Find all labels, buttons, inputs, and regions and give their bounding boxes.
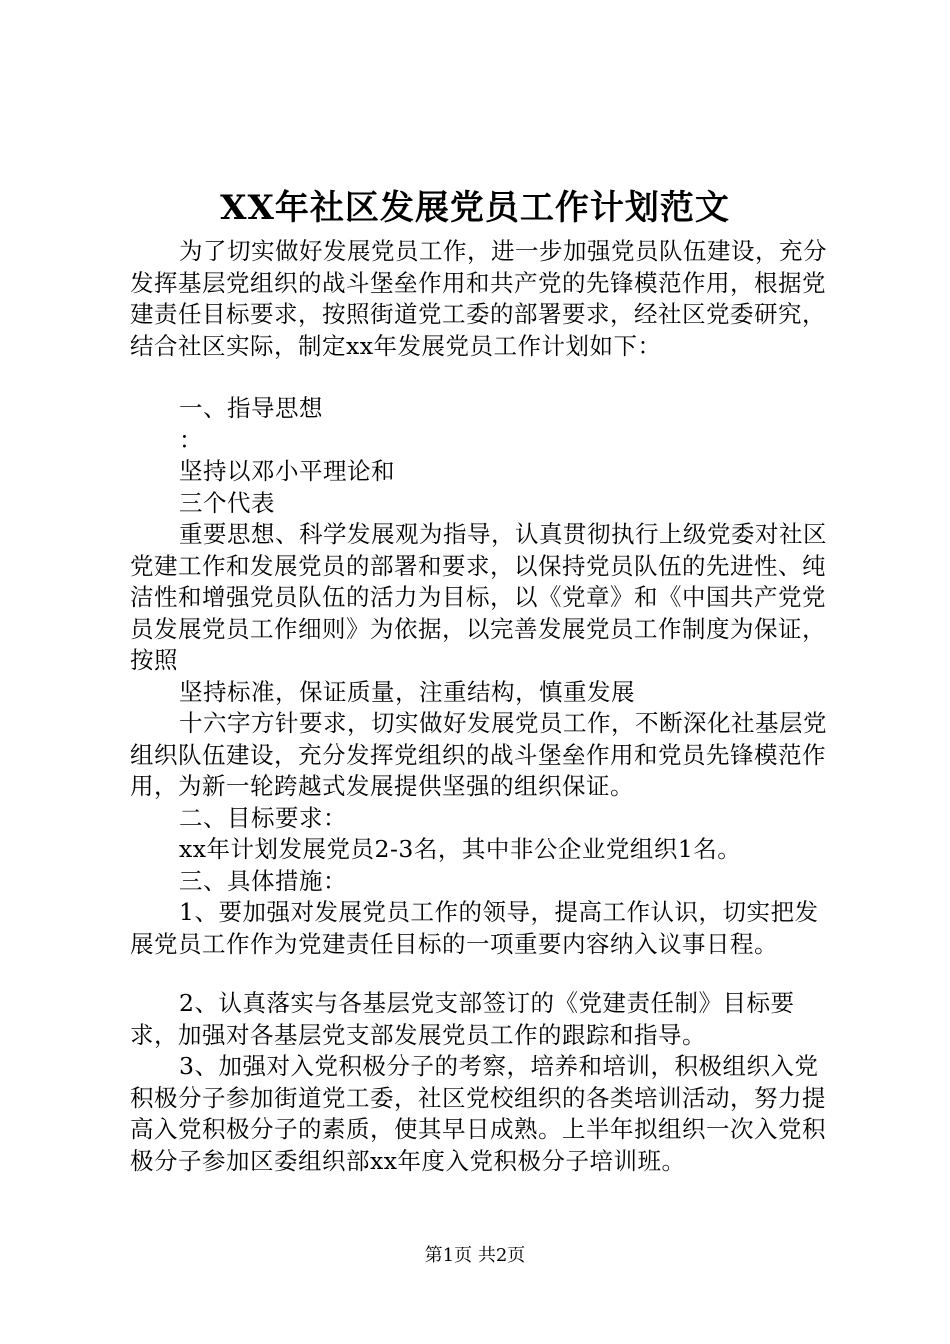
intro-paragraph: 为了切实做好发展党员工作，进一步加强党员队伍建设，充分发挥基层党组织的战斗堡垒作用和共产党的先锋模范作用，根据党建责任目标要求，按照街道党工委的部署要求，经社区党委研究，结合社区实际，制定xx年发展党员工作计划如下：: [130, 237, 827, 360]
document-title: XX年社区发展党员工作计划范文: [220, 188, 730, 228]
section-heading-measures: 三、具体措施：: [179, 866, 347, 895]
measure-3-paragraph: 3、加强对入党积极分子的考察，培养和培训，积极组织入党积极分子参加街道党工委，社区党校组织的各类培训活动，努力提高入党积极分子的素质，使其早日成熟。上半年拟组织一次入党积极分子参加区委组织部xx年度入党积极分子培训班。: [130, 1052, 826, 1175]
page-footer: 第1页 共2页: [424, 1245, 526, 1266]
guiding-principle-line: 坚持标准，保证质量，注重结构，慎重发展: [179, 677, 635, 706]
measure-1-paragraph: 1、要加强对发展党员工作的领导，提高工作认识，切实把发展党员工作作为党建责任目标的一项重要内容纳入议事日程。: [130, 898, 819, 958]
guiding-paragraph: 重要思想、科学发展观为指导，认真贯彻执行上级党委对社区党建工作和发展党员的部署和要求，以保持党员队伍的先进性、纯洁性和增强党员队伍的活力为目标，以《党章》和《中国共产党党员发展党员工作细则》为依据，以完善发展党员工作制度为保证，按照: [130, 520, 827, 674]
section-heading-goals: 二、目标要求：: [179, 803, 347, 832]
paragraph-spacer: [130, 362, 832, 393]
guiding-line-2: 三个代表: [179, 488, 275, 517]
document-body: [130, 236, 832, 1177]
goals-line: xx年计划发展党员2-3名，其中非公企业党组织1名。: [179, 835, 742, 863]
colon-line: ：: [179, 425, 203, 454]
guiding-line-1: 坚持以邓小平理论和: [179, 457, 395, 485]
paragraph-spacer: [130, 960, 832, 988]
sixteen-character-paragraph: 十六字方针要求，切实做好发展党员工作，不断深化社基层党组织队伍建设，充分发挥党组织的战斗堡垒作用和党员先锋模范作用，为新一轮跨越式发展提供坚强的组织保证。: [130, 709, 827, 800]
section-heading-guiding-thought: 一、指导思想: [179, 394, 323, 422]
measure-2-paragraph: 2、认真落实与各基层党支部签订的《党建责任制》目标要求，加强对各基层党支部发展党员工作的跟踪和指导。: [130, 989, 795, 1049]
